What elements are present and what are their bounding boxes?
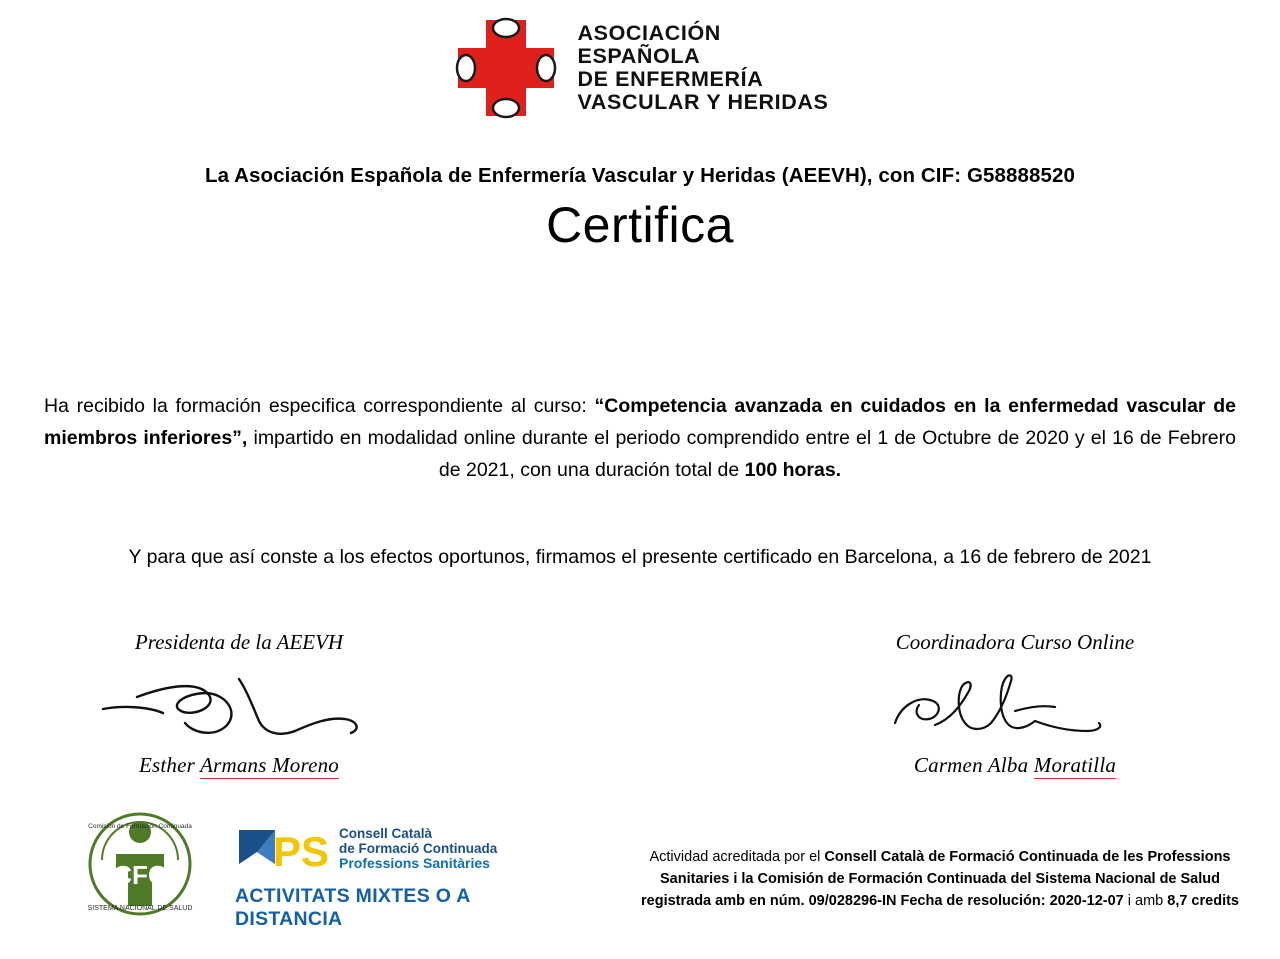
org-line-3: DE ENFERMERÍA: [577, 67, 764, 91]
accreditation-line-3: [620, 890, 1260, 912]
ccfcps-line-1: Consell Català: [339, 826, 433, 841]
accreditation-line-1-plain: Actividad acreditada por el: [649, 849, 825, 865]
red-cross-icon: [452, 14, 560, 122]
course-middle-text: impartido en modalidad online durante el periodo comprendido entre el 1 de Octubre de 2020 y el 16 de Febrero de 2021, con una duración total de: [247, 427, 1236, 481]
accreditation-text: [620, 846, 1260, 912]
certificate-header: [0, 0, 1280, 122]
cif-line: La Asociación Española de Enfermería Vascular y Heridas (AEEVH), con CIF: G58888520: [204, 164, 1076, 187]
org-line-1: ASOCIACIÓN: [577, 21, 721, 45]
ccfcps-line-3: Professions Sanitàries: [339, 855, 490, 871]
accreditation-credits: 8,7 credits: [1167, 893, 1239, 909]
accreditation-line-2: Sanitaries i la Comisión de Formación Continuada del Sistema Nacional de Salud: [660, 871, 1220, 887]
signature-role: Presidenta de la AEEVH: [134, 630, 344, 654]
course-paragraph: [44, 390, 1236, 486]
signature-block-coordinator: [800, 630, 1230, 778]
cfc-seal-icon: [80, 812, 200, 918]
course-hours-text: 100 horas.: [744, 459, 842, 481]
signature-name-first: Carmen Alba: [913, 753, 1034, 777]
handwritten-signature: [24, 661, 454, 753]
accreditation-line-1: [620, 846, 1260, 868]
signature-name-rest: Moratilla: [1033, 753, 1117, 777]
handwritten-signature: [800, 661, 1230, 753]
org-line-4: VASCULAR Y HERIDAS: [577, 90, 829, 114]
org-line-2: ESPAÑOLA: [577, 44, 701, 68]
signature-role: Coordinadora Curso Online: [895, 630, 1135, 654]
ccfcps-strip-text: ACTIVITATS MIXTES O A DISTANCIA: [235, 885, 470, 930]
page-title: Certifica: [546, 197, 734, 253]
signature-name: [800, 753, 1230, 778]
certificate-intro: [0, 164, 1280, 254]
signature-name-rest: Armans Moreno: [200, 753, 339, 777]
ccfcps-logo-icon: [235, 822, 545, 930]
organization-name: [578, 22, 829, 114]
ccfcps-line-2: de Formació Continuada: [339, 840, 498, 856]
accreditation-line-3-bold: registrada amb en núm. 09/028296-IN Fecha de resolución: 2020-12-07: [641, 893, 1124, 909]
closing-paragraph: Y para que así conste a los efectos oportunos, firmamos el presente certificado en Barcelona, a 16 de febrero de 2021: [128, 546, 1152, 568]
signature-name-first: Esther: [138, 753, 201, 777]
svg-text:Comisión de Formación Continua: Comisión de Formación Continuada: [88, 823, 192, 830]
course-name-text: “Competencia avanzada en cuidados en la enfermedad vascular de miembros inferiores”,: [44, 395, 1236, 449]
svg-text:SISTEMA NACIONAL DE SALUD: SISTEMA NACIONAL DE SALUD: [87, 905, 193, 912]
signature-block-president: [24, 630, 454, 778]
accreditation-line-1-bold: Consell Català de Formació Continuada de les Professions: [824, 849, 1231, 865]
signature-name: [24, 753, 454, 778]
svg-text:PS: PS: [272, 828, 330, 875]
svg-text:CFC: CFC: [113, 860, 167, 890]
accreditation-line-3-plain: i amb: [1123, 893, 1168, 909]
course-intro-text: Ha recibido la formación especifica correspondiente al curso:: [44, 395, 595, 417]
